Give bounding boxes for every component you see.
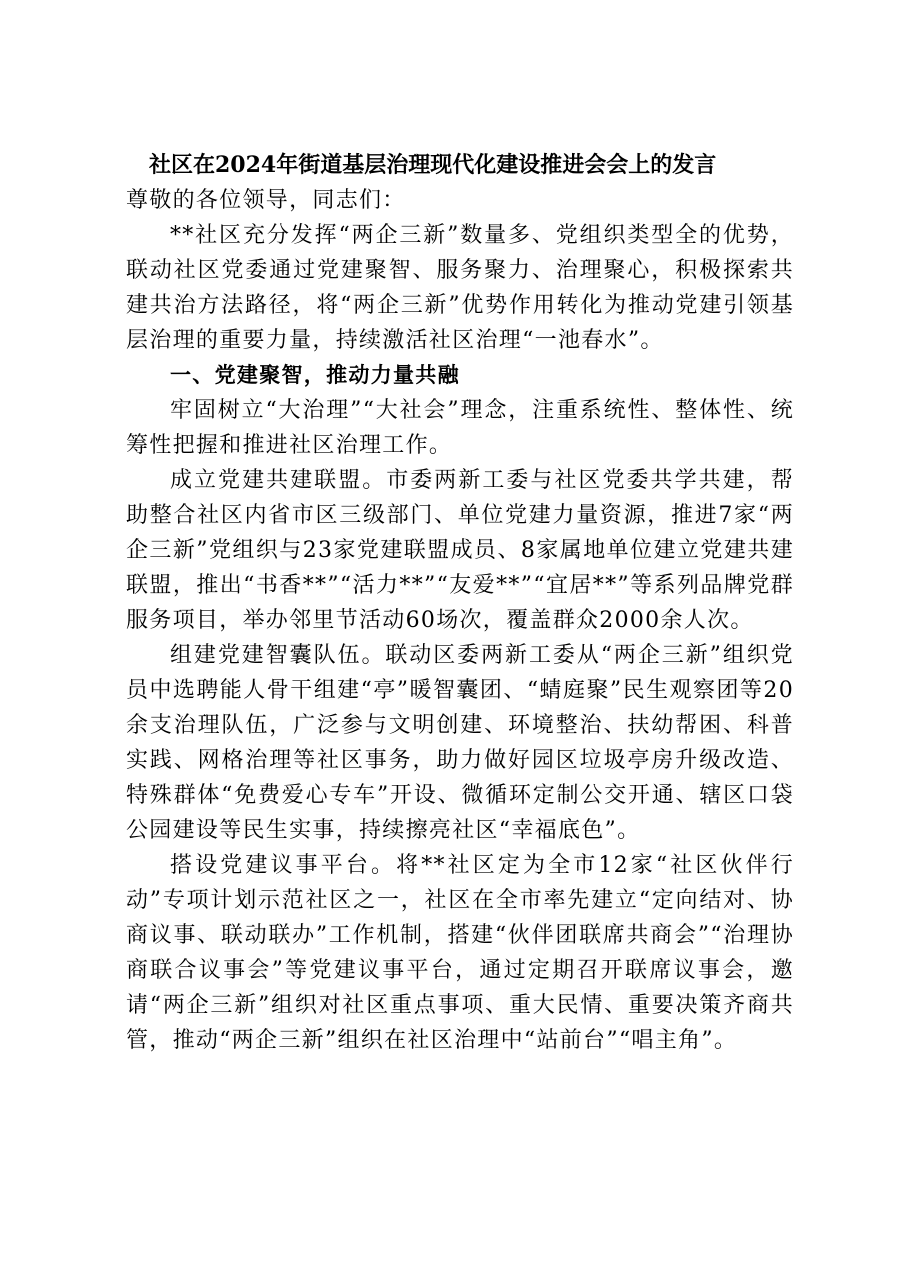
section-heading: 一、党建聚智，推动力量共融	[170, 363, 460, 387]
body-paragraph-2: 成立党建共建联盟。市委两新工委与社区党委共学共建，帮助整合社区内省市区三级部门、单位党建力量资源，推进7家“两企三新”党组织与23家党建联盟成员、8家属地单位建立党建共建联盟，推出“书香**”“活力**”“友爱**”“宜居**”等系列品牌党群服务项目，举办邻里节活动60场次，覆盖群众2000余人次。	[126, 468, 794, 633]
document-body	[126, 147, 794, 1058]
body-paragraph-3: 组建党建智囊队伍。联动区委两新工委从“两企三新”组织党员中选聘能人骨干组建“亭”暖智囊团、“蜻庭聚”民生观察团等20余支治理队伍，广泛参与文明创建、环境整治、扶幼帮困、科普实践、网格治理等社区事务，助力做好园区垃圾亭房升级改造、特殊群体“免费爱心专车”开设、微循环定制公交开通、辖区口袋公园建设等民生实事，持续擦亮社区“幸福底色”。	[126, 643, 794, 843]
document-title: 社区在2024年街道基层治理现代化建设推进会会上的发言	[149, 152, 717, 178]
greeting-line: 尊敬的各位领导，同志们：	[126, 188, 406, 213]
body-paragraph-1: 牢固树立“大治理”“大社会”理念，注重系统性、整体性、统筹性把握和推进社区治理工作。	[126, 398, 794, 458]
intro-paragraph: **社区充分发挥“两企三新”数量多、党组织类型全的优势，联动社区党委通过党建聚智、服务聚力、治理聚心，积极探索共建共治方法路径，将“两企三新”优势作用转化为推动党建引领基层治理的重要力量，持续激活社区治理“一池春水”。	[126, 223, 794, 353]
body-paragraph-4: 搭设党建议事平台。将**社区定为全市12家“社区伙伴行动”专项计划示范社区之一，社区在全市率先建立“定向结对、协商议事、联动联办”工作机制，搭建“伙伴团联席共商会”“治理协商联合议事会”等党建议事平台，通过定期召开联席议事会，邀请“两企三新”组织对社区重点事项、重大民情、重要决策齐商共管，推动“两企三新”组织在社区治理中“站前台”“唱主角”。	[126, 853, 794, 1053]
